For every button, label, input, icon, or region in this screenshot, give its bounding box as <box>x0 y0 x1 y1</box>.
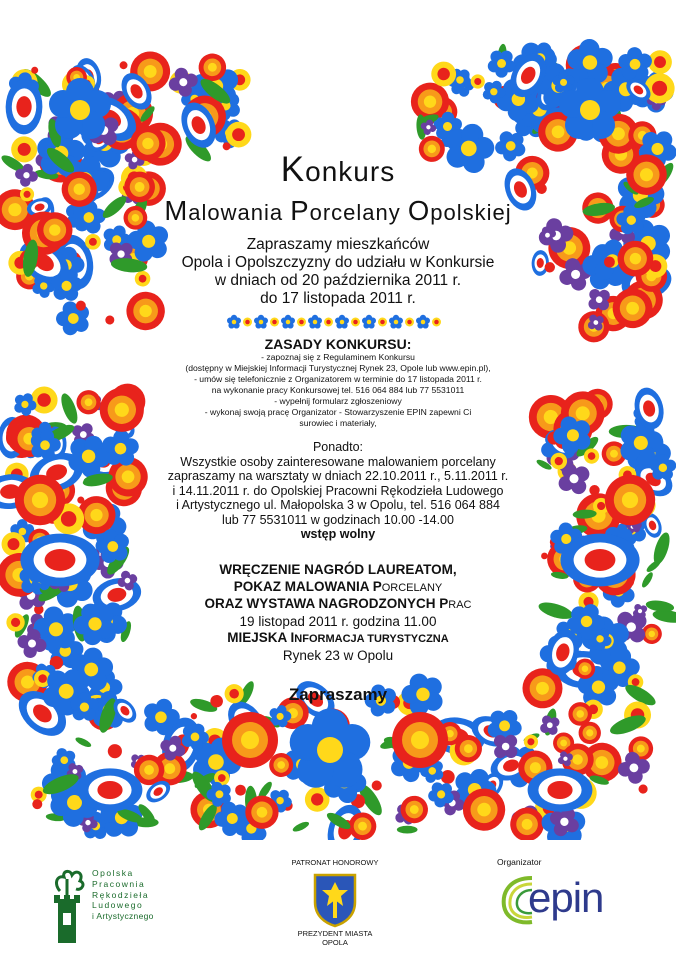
yellow-flower-icon <box>405 318 414 327</box>
workshop-line: Wszystkie osoby zainteresowane malowaniem porcelany <box>180 454 496 469</box>
red-flower-icon <box>395 790 434 829</box>
leaf-icon <box>397 826 418 834</box>
prezydent-line: OPOLA <box>322 938 348 947</box>
city-president-label <box>265 929 405 947</box>
leaf-icon <box>291 820 310 834</box>
rules-line: - wykonaj swoją pracę Organizator - Stowarzyszenie EPIN zapewni Ci <box>204 407 472 417</box>
prezydent-line: PREZYDENT MIASTA <box>297 929 373 938</box>
rules-line: surowiec i materiały, <box>299 418 377 428</box>
title-initial: K <box>280 150 306 189</box>
subtitle-rest-1: alowania <box>188 200 291 225</box>
blue-flower-icon <box>281 315 295 329</box>
yellow-flower-icon <box>324 318 333 327</box>
rules-line: - wypełnij formularz zgłoszeniowy <box>274 396 402 406</box>
ceremony-line-3b: RAC <box>448 599 472 611</box>
rules-heading: ZASADY KONKURSU: <box>264 336 412 352</box>
honorary-patronage-label: PATRONAT HONOROWY <box>291 858 379 867</box>
ceremony-line-2a: POKAZ MALOWANIA P <box>233 578 382 594</box>
blue-flower-icon <box>308 315 322 329</box>
ceremony-line-5 <box>0 630 676 648</box>
subtitle-rest-2: orcelany <box>309 200 408 225</box>
leaf-icon <box>74 736 92 749</box>
yellow-flower-icon <box>270 318 279 327</box>
yellow-flower-icon <box>351 318 360 327</box>
blue-flower-icon <box>389 315 403 329</box>
logo-text-line: i Artystycznego <box>92 911 154 922</box>
berry-icon <box>105 741 125 761</box>
blue-flower-icon <box>49 78 111 139</box>
invitation-text <box>0 236 676 308</box>
logo-text-line: Opolska <box>92 868 134 878</box>
invite-line: Opola i Opolszczyzny do udziału w Konkursie <box>181 254 495 271</box>
blue-flower-icon <box>227 315 241 329</box>
subtitle-initial-2: P <box>290 195 310 226</box>
red-flower-icon <box>222 712 278 768</box>
logo-text-line: Rękodzieła <box>92 889 150 900</box>
closing-invitation: Zapraszamy <box>288 685 388 704</box>
berry-icon <box>638 784 649 795</box>
organizer-label: Organizator <box>497 857 542 867</box>
logo-text-line: Ludowego <box>92 900 144 911</box>
berry-icon <box>541 553 548 560</box>
yellow-flower-icon <box>297 318 306 327</box>
award-ceremony-info <box>0 562 676 664</box>
contest-subtitle <box>0 195 676 227</box>
yellow-flower-icon <box>243 318 252 327</box>
blue-tulip-icon <box>528 768 593 811</box>
rules-line: - zapoznaj się z Regulaminem Konkursu <box>261 352 415 362</box>
free-entry: wstęp wolny <box>300 527 376 541</box>
ceremony-line-2b: ORCELANY <box>381 581 443 594</box>
blue-tulip-icon <box>78 768 143 811</box>
folk-ornament-divider <box>0 313 676 331</box>
yellow-flower-icon <box>378 318 387 327</box>
subtitle-initial-1: M <box>164 195 189 226</box>
ceremony-line-5b: NFORMACJA TURYSTYCZNA <box>294 633 449 645</box>
opole-coat-of-arms-icon <box>312 872 358 928</box>
invite-line: w dniach od 20 października 2011 r. <box>214 272 462 289</box>
opolska-pracownia-name <box>92 868 154 922</box>
organizer-logo-text: epin <box>528 874 604 921</box>
ceremony-line-3 <box>0 596 676 614</box>
blue-flower-icon <box>488 51 516 78</box>
title-rest: onkurs <box>305 156 396 187</box>
yellow-flower-icon <box>432 318 441 327</box>
berry-icon <box>118 60 129 71</box>
ceremony-line-2 <box>0 579 676 597</box>
subtitle-rest-3: polskiej <box>430 200 512 225</box>
blue-flower-icon <box>335 315 349 329</box>
rules-list <box>0 352 676 429</box>
workshop-line: lub 77 5531011 w godzinach 10.00 -14.00 <box>222 512 454 527</box>
workshop-line: i 14.11.2011 r. do Opolskiej Pracowni Rękodzieła Ludowego <box>172 483 504 498</box>
berry-icon <box>370 779 384 793</box>
workshop-line: zapraszamy na warsztaty w dniach 22.10.2011 r., 5.11.2011 r. <box>167 469 509 483</box>
workshop-line: i Artystycznego ul. Małopolska 3 w Opolu, tel. 516 064 884 <box>176 498 500 512</box>
rules-line: na wykonanie pracy Konkursowej tel. 516 064 884 lub 77 5531011 <box>211 385 465 395</box>
rules-line: - umów się telefonicznie z Organizatorem w terminie do 17 listopada 2011 r. <box>194 374 482 384</box>
ceremony-line-5a: MIEJSKA I <box>227 630 295 645</box>
ceremony-line-3a: ORAZ WYSTAWA NAGRODZONYCH P <box>204 596 449 611</box>
invite-line: Zapraszamy mieszkańców <box>246 236 430 253</box>
berry-icon <box>234 784 247 797</box>
ceremony-line-6: Rynek 23 w Opolu <box>282 647 394 663</box>
ceremony-line-1: WRĘCZENIE NAGRÓD LAUREATOM, <box>219 562 457 577</box>
blue-flower-icon <box>254 315 268 329</box>
blue-flower-icon <box>362 315 376 329</box>
ponadto-heading: Ponadto: <box>312 440 364 454</box>
logo-text-line: Pracownia <box>92 878 146 889</box>
blue-flower-icon <box>416 315 430 329</box>
red-flower-icon <box>392 712 448 768</box>
rules-line: (dostępny w Miejskiej Informacji Turystycznej Rynek 23, Opole lub www.epin.pl), <box>185 363 491 373</box>
workshop-info <box>0 440 676 542</box>
contest-title <box>0 150 676 190</box>
ceremony-line-4: 19 listopad 2011 r. godzina 11.00 <box>239 613 437 629</box>
invite-line: do 17 listopada 2011 r. <box>260 290 416 307</box>
subtitle-initial-3: O <box>407 195 431 226</box>
